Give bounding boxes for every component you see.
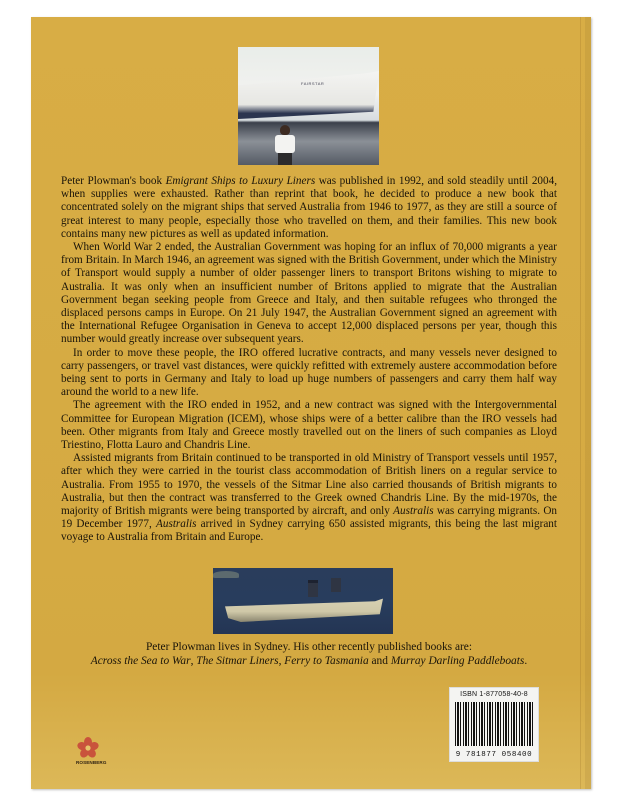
- blurb-paragraph: Assisted migrants from Britain continued to be transported in old Ministry of Transport vessels until 1957, after which they were carried in the tourist class accommodation of British liners on a regular service to Australia. From 1955 to 1970, the vessels of the Sitmar Line also carried thousands of British migrants to Australia, but then the contract was transferred to the Greek owned Chandris Line. By the mid-1970s, the majority of British migrants were being transported by aircraft, and only Australis was carrying migrants. On 19 December 1977, Australis arrived in Sydney carrying 650 assisted migrants, this being the last migrant voyage to Australia from Britain and Europe.: [61, 452, 558, 544]
- cruise-ship-image: [238, 71, 379, 119]
- author-info: [61, 640, 557, 668]
- cover-edge: [580, 17, 581, 789]
- publisher-logo: [76, 737, 107, 771]
- headland-image: [213, 571, 239, 578]
- blurb-paragraph: Peter Plowman's book Emigrant Ships to Luxury Liners was published in 1992, and sold steadily until 2004, when supplies were exhausted. Rather than reprint that book, he decided to produce a new book that concentrated solely on the migrant ships that served Australia from 1946 to 1977, as they are still a source of great interest to many people, especially those who travelled on them, and their families. This new book contains many new pictures as well as updated information.: [61, 175, 557, 240]
- isbn-barcode: [449, 687, 539, 762]
- top-photo: [238, 47, 379, 165]
- ocean-liner-image: [225, 596, 383, 622]
- barcode-number: 9 781877 058400: [455, 751, 533, 759]
- blurb-paragraph: The agreement with the IRO ended in 1952, and a new contract was signed with the Intergovernmental Committee for European Migration (ICEM), whose ships were of a better calibre than the IRO vessels had been. Other migrants from Italy and Greece mostly travelled out on the liners of such companies as Lloyd Triestino, Flotta Lauro and Chandris Line.: [61, 399, 557, 452]
- flower-icon: [77, 737, 99, 759]
- publisher-name: ROSENBERG: [76, 760, 107, 765]
- person-figure: [272, 125, 298, 165]
- blurb-text: [61, 175, 557, 545]
- ship-name-label: FAIRSTAR: [301, 81, 325, 86]
- ship-funnel: [308, 580, 318, 597]
- other-books-line: Across the Sea to War, The Sitmar Liners, Ferry to Tasmania and Murray Darling Paddleboats.: [90, 655, 528, 667]
- isbn-label: ISBN 1-877058-40-8: [460, 691, 528, 698]
- bottom-photo: [213, 568, 393, 634]
- ship-funnel: [331, 578, 341, 592]
- author-line: Peter Plowman lives in Sydney. His other recently published books are:: [145, 641, 473, 653]
- blurb-paragraph: In order to move these people, the IRO offered lucrative contracts, and many vessels never designed to carry passengers, or travel vast distances, were quickly refitted with extremely austere accommodation before being sent to ports in Germany and Italy to load up huge numbers of passengers and carry them half way around the world to a new life.: [61, 346, 557, 399]
- book-back-cover: [31, 17, 591, 789]
- barcode-bars: [455, 702, 533, 746]
- blurb-paragraph: When World War 2 ended, the Australian Government was hoping for an influx of 70,000 migrants a year from Britain. In March 1946, an agreement was signed with the British Government, under which the Ministry of Transport would supply a number of older passenger liners to transport Britons wishing to migrate to Australia. It was only when an insufficient number of Britons applied to migrate that the Australian Government began seeking people from Greece and Italy, and then suitable refugees who thronged the displaced persons camps in Europe. On 21 July 1947, the Australian Government signed an agreement with the International Refugee Organisation in Geneva to accept 12,000 displaced persons per year, though this number would greatly increase over subsequent years.: [61, 241, 557, 346]
